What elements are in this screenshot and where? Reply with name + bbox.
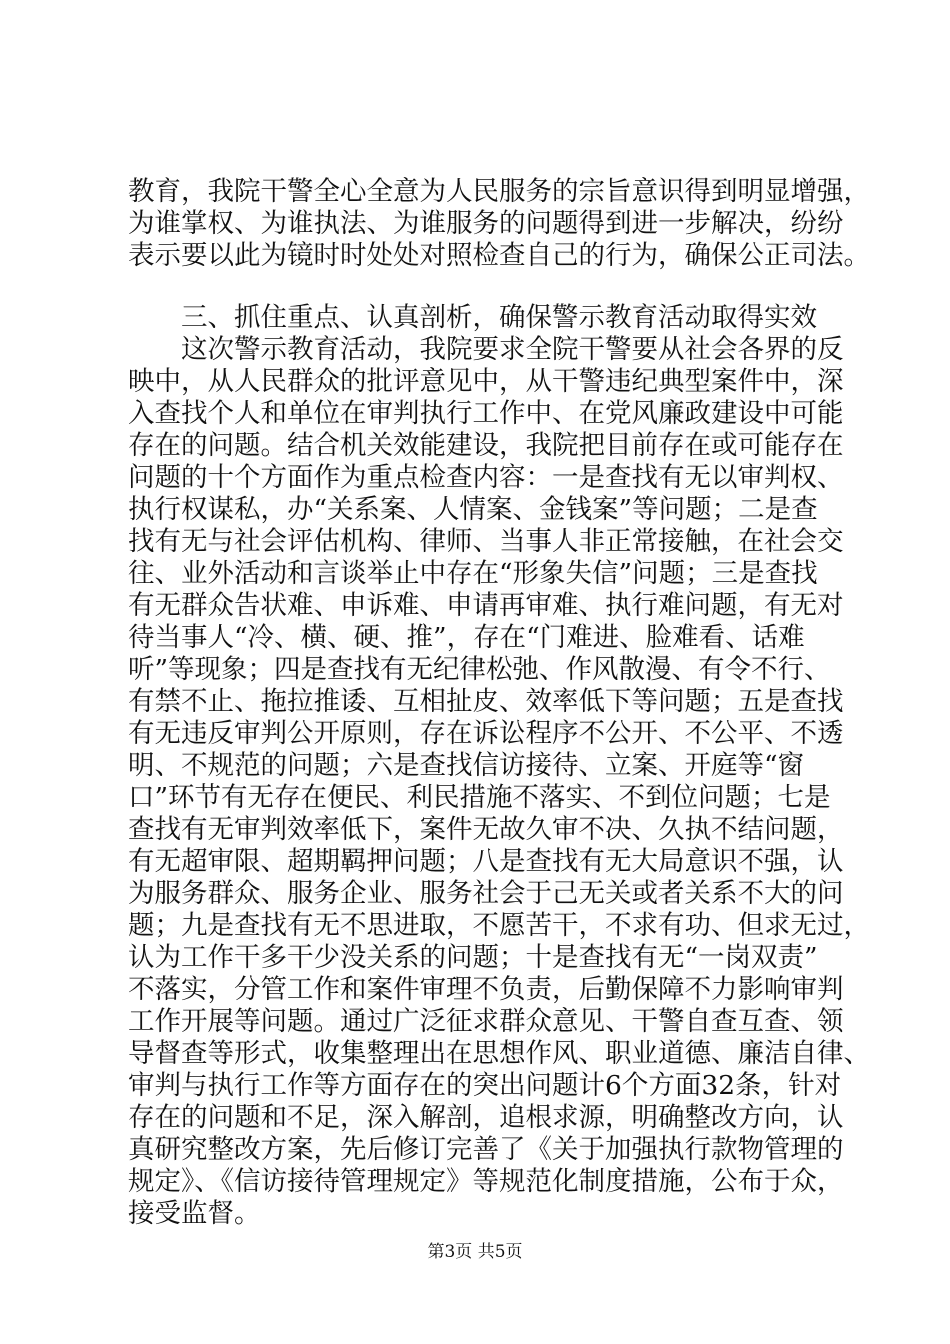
paragraph-2-line: 有禁不止、拖拉推诿、互相扯皮、效率低下等问题；五是查找 [128,686,844,717]
paragraph-1-line: 教育，我院干警全心全意为人民服务的宗旨意识得到明显增强， [128,176,870,207]
paragraph-2-line: 往、业外活动和言谈举止中存在“形象失信”问题；三是查找 [128,558,818,589]
paragraph-2-line: 存在的问题。结合机关效能建设，我院把目前存在或可能存在 [128,430,844,461]
paragraph-2-line: 找有无与社会评估机构、律师、当事人非正常接触，在社会交 [128,526,844,557]
paragraph-2-line: 执行权谋私，办“关系案、人情案、金钱案”等问题；二是查 [128,494,818,525]
paragraph-2-line: 有无超审限、超期羁押问题；八是查找有无大局意识不强，认 [128,846,844,877]
paragraph-2-line: 接受监督。 [128,1198,261,1229]
paragraph-2-line: 为服务群众、服务企业、服务社会于己无关或者关系不大的问 [128,878,844,909]
paragraph-2-line: 待当事人“冷、横、硬、推”，存在“门难进、脸难看、话难 [128,622,805,653]
paragraph-1-line: 为谁掌权、为谁执法、为谁服务的问题得到进一步解决，纷纷 [128,208,844,239]
paragraph-2-line: 认为工作干多干少没关系的问题；十是查找有无“一岗双责” [128,942,818,973]
paragraph-2-line: 映中，从人民群众的批评意见中，从干警违纪典型案件中，深 [128,366,844,397]
paragraph-2-line: 存在的问题和不足，深入解剖，追根求源，明确整改方向，认 [128,1102,844,1133]
paragraph-2-line: 规定》、《信访接待管理规定》等规范化制度措施，公布于众， [128,1166,844,1197]
section-heading: 三、抓住重点、认真剖析，确保警示教育活动取得实效 [181,302,817,333]
paragraph-2-line: 口”环节有无存在便民、利民措施不落实、不到位问题；七是 [128,782,831,813]
paragraph-2-line: 导督查等形式，收集整理出在思想作风、职业道德、廉洁自律、 [128,1038,870,1069]
paragraph-2-line: 听”等现象；四是查找有无纪律松弛、作风散漫、有令不行、 [128,654,831,685]
paragraph-2-line: 题；九是查找有无不思进取，不愿苦干，不求有功、但求无过， [128,910,870,941]
paragraph-2-line: 不落实，分管工作和案件审理不负责，后勤保障不力影响审判 [128,974,844,1005]
paragraph-2-line: 这次警示教育活动，我院要求全院干警要从社会各界的反 [181,334,844,365]
paragraph-1-line: 表示要以此为镜时时处处对照检查自己的行为，确保公正司法。 [128,240,870,271]
paragraph-2-line: 入查找个人和单位在审判执行工作中、在党风廉政建设中可能 [128,398,844,429]
paragraph-2-line: 明、不规范的问题；六是查找信访接待、立案、开庭等“窗 [128,750,805,781]
paragraph-2-line: 查找有无审判效率低下，案件无故久审不决、久执不结问题， [128,814,844,845]
paragraph-2-line: 工作开展等问题。通过广泛征求群众意见、干警自查互查、领 [128,1006,844,1037]
paragraph-2-line: 真研究整改方案，先后修订完善了《关于加强执行款物管理的 [128,1134,844,1165]
paragraph-2-line: 有无违反审判公开原则，存在诉讼程序不公开、不公平、不透 [128,718,844,749]
page-number-footer: 第3页 共5页 [427,1242,523,1262]
paragraph-2-line: 问题的十个方面作为重点检查内容：一是查找有无以审判权、 [128,462,844,493]
paragraph-2-line: 审判与执行工作等方面存在的突出问题计6个方面32条，针对 [128,1070,842,1101]
paragraph-2-line: 有无群众告状难、申诉难、申请再审难、执行难问题，有无对 [128,590,844,621]
